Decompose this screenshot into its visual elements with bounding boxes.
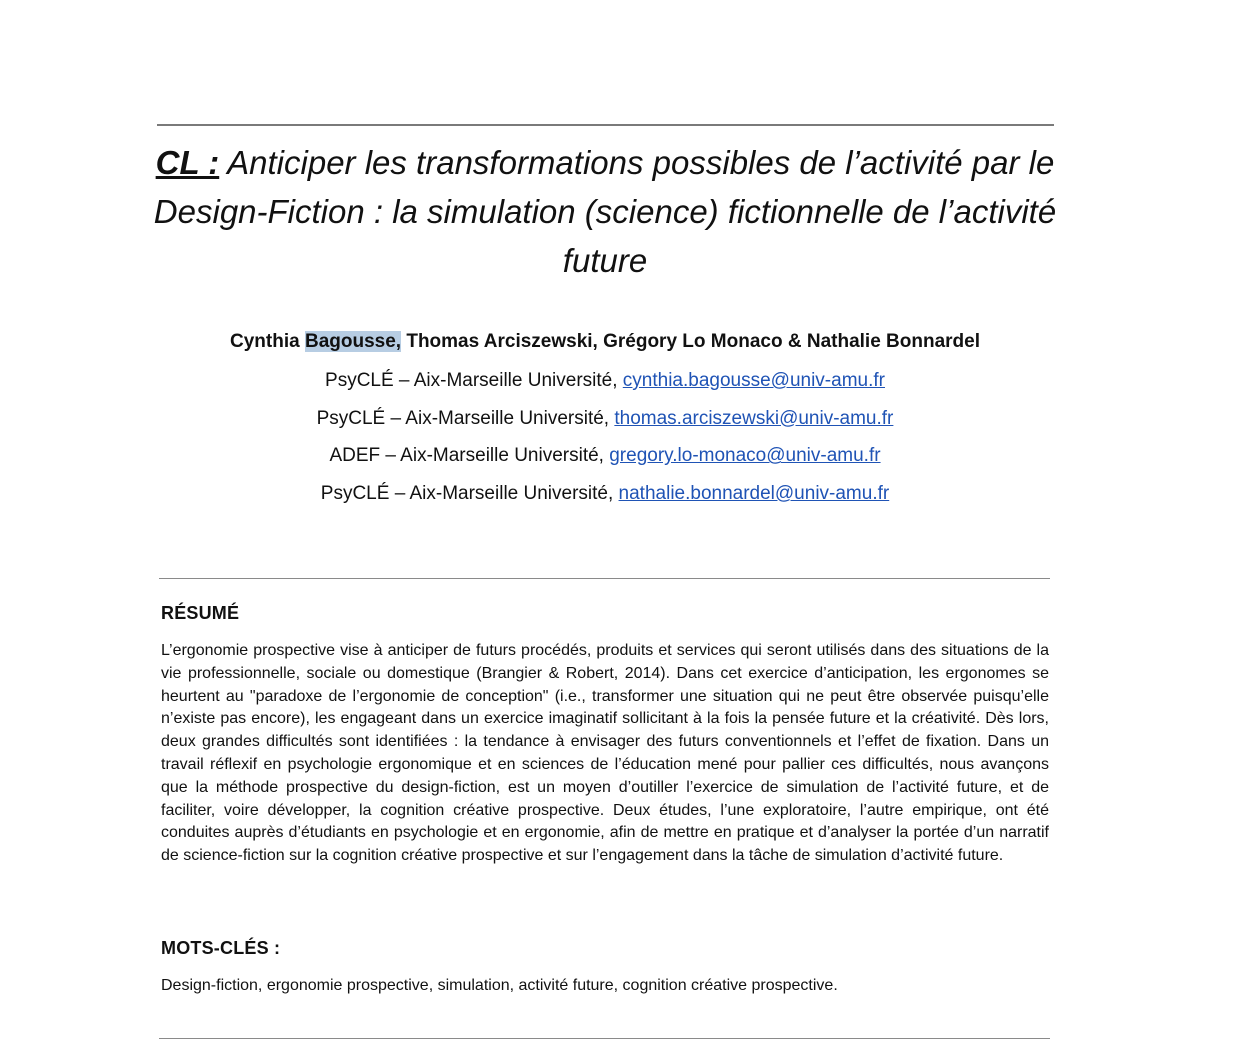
author-rest: Thomas Arciszewski, Grégory Lo Monaco & Nathalie Bonnardel xyxy=(406,331,980,352)
author-first-given: Cynthia xyxy=(230,331,300,352)
title-prefix: CL : xyxy=(155,144,220,181)
affiliation-text: PsyCLÉ – Aix-Marseille Université, xyxy=(320,483,619,505)
author-highlighted-surname[interactable]: Bagousse, xyxy=(304,331,402,352)
paper-title xyxy=(150,138,1060,285)
title-text: Anticiper les transformations possibles de l’activité par le Design-Fiction : la simulation (science) fictionnelle de l’activité future xyxy=(153,144,1057,279)
email-link[interactable]: thomas.arciszewski@univ-amu.fr xyxy=(614,407,894,429)
affiliation-line xyxy=(150,479,1060,517)
affiliation-line xyxy=(150,366,1060,404)
keywords-heading: MOTS-CLÉS : xyxy=(161,938,281,958)
email-link[interactable]: gregory.lo-monaco@univ-amu.fr xyxy=(609,445,881,467)
bottom-divider xyxy=(159,1038,1050,1039)
section-divider xyxy=(159,578,1050,579)
affiliation-line xyxy=(150,404,1060,442)
affiliation-list xyxy=(150,366,1060,517)
top-divider xyxy=(157,124,1054,126)
email-link[interactable]: cynthia.bagousse@univ-amu.fr xyxy=(622,370,885,391)
affiliation-text: PsyCLÉ – Aix-Marseille Université, xyxy=(316,407,615,429)
affiliation-text: PsyCLÉ – Aix-Marseille Université, xyxy=(325,370,623,391)
email-link[interactable]: nathalie.bonnardel@univ-amu.fr xyxy=(618,483,890,505)
affiliation-line xyxy=(150,441,1060,479)
resume-heading: RÉSUMÉ xyxy=(161,603,240,623)
author-list xyxy=(150,328,1060,356)
resume-body: L’ergonomie prospective vise à anticiper de futurs procédés, produits et services qui seront utilisés dans des situations de la vie professionnelle, sociale ou domestique (Brangier & Robert, 2014). Dans cet exercice d’anticipation, les ergonomes se heurtent au "paradoxe de l’ergonomie de conception" (i.e., transformer une situation qui ne peut être observée puisqu’elle n’existe pas encore), les engageant dans un exercice imaginatif sollicitant à la fois la pensée future et la créativité. Dès lors, deux grandes difficultés sont identifiées : la tendance à envisager des futurs conventionnels et l’effet de fixation. Dans un travail réflexif en psychologie ergonomique et en sciences de l’éducation mené pour pallier ces difficultés, nous avançons que la méthode prospective du design-fiction, est un moyen d’outiller l’exercice de simulation de l’activité future, et de faciliter, voire développer, la cognition créative prospective. Deux études, l’une exploratoire, l’autre empirique, ont été conduites auprès d’étudiants en psychologie et en ergonomie, afin de mettre en pratique et d’analyser la portée d’un narratif de science-fiction sur la cognition créative prospective et sur l’engagement dans la tâche de simulation d’activité future. xyxy=(161,642,1049,865)
affiliation-text: ADEF – Aix-Marseille Université, xyxy=(329,445,610,467)
keywords-body: Design-fiction, ergonomie prospective, simulation, activité future, cognition créative prospective. xyxy=(161,977,838,994)
